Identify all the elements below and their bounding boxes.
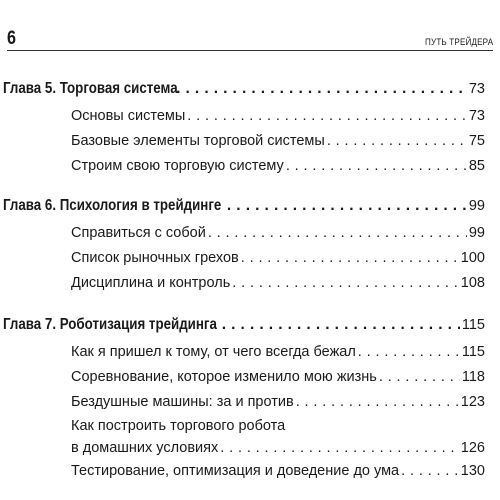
dot-leader — [232, 271, 459, 296]
entry-page: 73 — [468, 108, 485, 124]
entry-page: 123 — [460, 394, 485, 410]
dot-leader — [358, 340, 460, 365]
entry-title: Основы системы — [71, 108, 186, 124]
chapter-title: Глава 5. Торговая система — [3, 80, 178, 97]
toc-entry[interactable] — [3, 459, 485, 484]
page-number: 6 — [7, 28, 16, 49]
dot-leader — [327, 129, 467, 154]
toc-entry — [71, 437, 485, 459]
chapter-page: 99 — [468, 198, 485, 214]
entry-page: 126 — [460, 440, 485, 456]
dot-leader — [176, 78, 467, 100]
entry-page: 115 — [461, 344, 485, 360]
chapter-page: 73 — [468, 81, 485, 97]
dot-leader — [227, 195, 467, 217]
entry-title: Тестирование, оптимизация и доведение до ума — [71, 463, 400, 479]
entry-page: 100 — [460, 250, 485, 266]
chapter-7 — [3, 314, 485, 484]
chapter-title: Глава 7. Роботизация трейдинга — [3, 316, 217, 333]
toc-entry[interactable] — [3, 104, 485, 129]
entry-title: Базовые элементы торговой системы — [71, 133, 325, 149]
toc-entry[interactable] — [3, 221, 485, 246]
chapter-heading[interactable] — [3, 78, 485, 100]
entry-title: Соревнование, которое изменило мою жизнь — [71, 369, 377, 385]
entry-title: Как я пришел к тому, от чего всегда бежал — [71, 344, 356, 360]
dot-leader — [379, 365, 460, 390]
entry-title: Строим свою торговую систему — [71, 158, 284, 174]
section-list — [3, 340, 485, 484]
entry-title: Бездушные машины: за и против — [71, 394, 294, 410]
entry-page: 75 — [468, 133, 485, 149]
dot-leader — [208, 221, 467, 246]
entry-page: 85 — [468, 158, 485, 174]
toc-entry[interactable] — [3, 246, 485, 271]
entry-title-line1: Как построить торгового робота — [71, 418, 286, 434]
dot-leader — [286, 154, 467, 179]
toc-entry[interactable] — [3, 390, 485, 415]
entry-page: 130 — [460, 463, 485, 479]
chapter-title: Глава 6. Психология в трейдинге — [3, 197, 222, 214]
entry-page: 118 — [461, 369, 485, 385]
toc-entry[interactable] — [3, 129, 485, 154]
toc-entry[interactable] — [3, 365, 485, 390]
chapter-5 — [3, 78, 485, 179]
toc-entry-multiline[interactable] — [3, 415, 485, 459]
toc-entry[interactable] — [3, 154, 485, 179]
chapter-heading[interactable] — [3, 314, 485, 336]
entry-title: в домашних условиях — [71, 440, 219, 456]
toc-entry[interactable] — [3, 340, 485, 365]
chapter-page: 115 — [461, 317, 485, 333]
table-of-contents — [3, 78, 485, 500]
dot-leader — [296, 390, 459, 415]
section-list — [3, 221, 485, 296]
header-rule — [7, 50, 493, 51]
entry-title: Справиться с собой — [71, 225, 206, 241]
dot-leader — [222, 314, 460, 336]
page-header — [7, 22, 493, 48]
section-list — [3, 104, 485, 179]
entry-title: Список рыночных грехов — [71, 250, 239, 266]
dot-leader — [220, 437, 459, 459]
entry-page: 108 — [460, 275, 485, 291]
toc-entry[interactable] — [3, 271, 485, 296]
dot-leader — [187, 104, 467, 129]
entry-page: 99 — [468, 225, 485, 241]
chapter-6 — [3, 195, 485, 296]
dot-leader — [401, 459, 459, 484]
running-title: ПУТЬ ТРЕЙДЕРА — [424, 37, 493, 48]
chapter-heading[interactable] — [3, 195, 485, 217]
dot-leader — [241, 246, 459, 271]
entry-title: Дисциплина и контроль — [71, 275, 231, 291]
